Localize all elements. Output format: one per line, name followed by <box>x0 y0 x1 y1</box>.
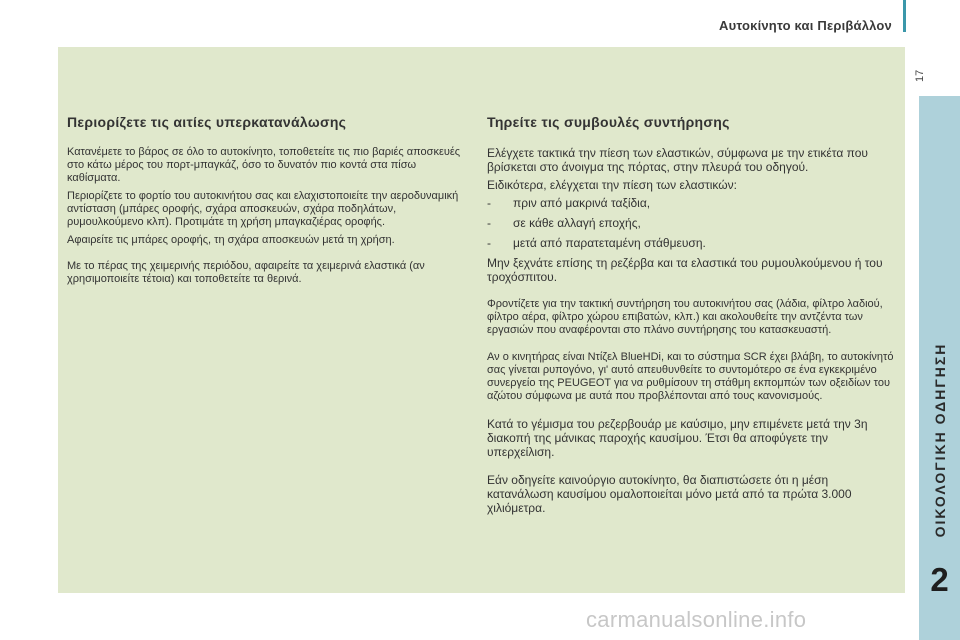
list-item-text: σε κάθε αλλαγή εποχής, <box>513 216 641 230</box>
watermark-text: carmanualsonline.info <box>586 607 807 632</box>
chapter-number: 2 <box>930 561 949 598</box>
right-paragraph: Ειδικότερα, ελέγχεται την πίεση των ελαστικών: <box>487 178 737 192</box>
right-paragraph-small: Φροντίζετε για την τακτική συντήρηση του αυτοκινήτου σας (λάδια, φίλτρο λαδιού, φίλτρο αέρα, φίλτρο χώρου επιβατών, κλπ.) και ακολουθείτε την αντζέντα των εργασιών που αναφέρονται στο πλάνο συντήρησης του κατασκευαστή. <box>487 298 883 336</box>
left-paragraph: Περιορίζετε το φορτίο του αυτοκινήτου σας και ελαχιστοποιείτε την αεροδυναμική αντίσταση (μπάρες οροφής, σχάρα αποσκευών, σχάρα ποδηλάτων, ρυμουλκούμενο κλπ). Προτιμάτε τη χρήση μπαγκαζιέρας οροφής. <box>67 190 459 228</box>
left-column <box>67 114 462 291</box>
page-number-text: 17 <box>914 69 926 82</box>
right-column <box>487 114 897 519</box>
right-paragraph: Μην ξεχνάτε επίσης τη ρεζέρβα και τα ελαστικά του ρυμουλκούμενου ή του τροχόσπιτου. <box>487 256 883 284</box>
list-dash: - <box>487 216 491 230</box>
chapter-title-vertical: ΟΙΚΟΛΟΓΙΚΗ ΟΔΗΓΗΣΗ <box>931 342 948 538</box>
list-item-text: πριν από μακρινά ταξίδια, <box>513 196 651 210</box>
right-paragraph: Κατά το γέμισμα του ρεζερβουάρ με καύσιμο, μην επιμένετε μετά την 3η διακοπή της μάνικας παροχής καυσίμου. Έτσι θα αποφύγετε την υπερχείλιση. <box>487 417 868 459</box>
sidebar-label-container <box>919 325 960 555</box>
left-paragraph: Κατανέμετε το βάρος σε όλο το αυτοκίνητο, τοποθετείτε τις πιο βαριές αποσκευές στο κάτω μέρος του πορτ-μπαγκάζ, όσο το δυνατόν πιο κοντά στα πίσω καθίσματα. <box>67 146 461 184</box>
left-paragraph: Με το πέρας της χειμερινής περιόδου, αφαιρείτε τα χειμερινά ελαστικά (αν χρησιμοποιείτε τέτοια) και τοποθετείτε τα θερινά. <box>67 260 425 285</box>
page-number <box>914 70 926 90</box>
right-paragraph: Εάν οδηγείτε καινούργιο αυτοκίνητο, θα διαπιστώσετε ότι η μέση κατανάλωση καυσίμου ομαλοποιείται μόνο μετά από τα πρώτα 3.000 χιλιόμετρα. <box>487 473 852 515</box>
left-heading: Περιορίζετε τις αιτίες υπερκατανάλωσης <box>67 114 347 130</box>
right-paragraph-small: Αν ο κινητήρας είναι Ντίζελ BlueHDi, και το σύστημα SCR έχει βλάβη, το αυτοκίνητό σας γίνεται ρυπογόνο, γι' αυτό απευθυνθείτε το συντομότερο σε ένα εγκεκριμένο συνεργείο της PEUGEOT για να ρυθμίσουν τη στάθμη εκπομπών των οξειδίων του αζώτου σύμφωνα με αυτά που προβλέπονται από τους κανονισμούς. <box>487 351 894 402</box>
left-paragraph: Αφαιρείτε τις μπάρες οροφής, τη σχάρα αποσκευών μετά τη χρήση. <box>67 234 395 246</box>
header-accent-rule <box>903 0 906 32</box>
list-dash: - <box>487 196 491 210</box>
list-item <box>487 236 897 250</box>
list-item <box>487 216 897 230</box>
list-item-text: μετά από παρατεταμένη στάθμευση. <box>513 236 706 250</box>
right-heading: Τηρείτε τις συμβουλές συντήρησης <box>487 114 730 130</box>
right-paragraph: Ελέγχετε τακτικά την πίεση των ελαστικών, σύμφωνα με την ετικέτα που βρίσκεται στο άνοιγμα της πόρτας, στην πλευρά του οδηγού. <box>487 146 868 174</box>
section-header-title: Αυτοκίνητο και Περιβάλλον <box>718 18 892 33</box>
list-item <box>487 196 897 210</box>
list-dash: - <box>487 236 491 250</box>
tire-check-list <box>487 196 897 250</box>
